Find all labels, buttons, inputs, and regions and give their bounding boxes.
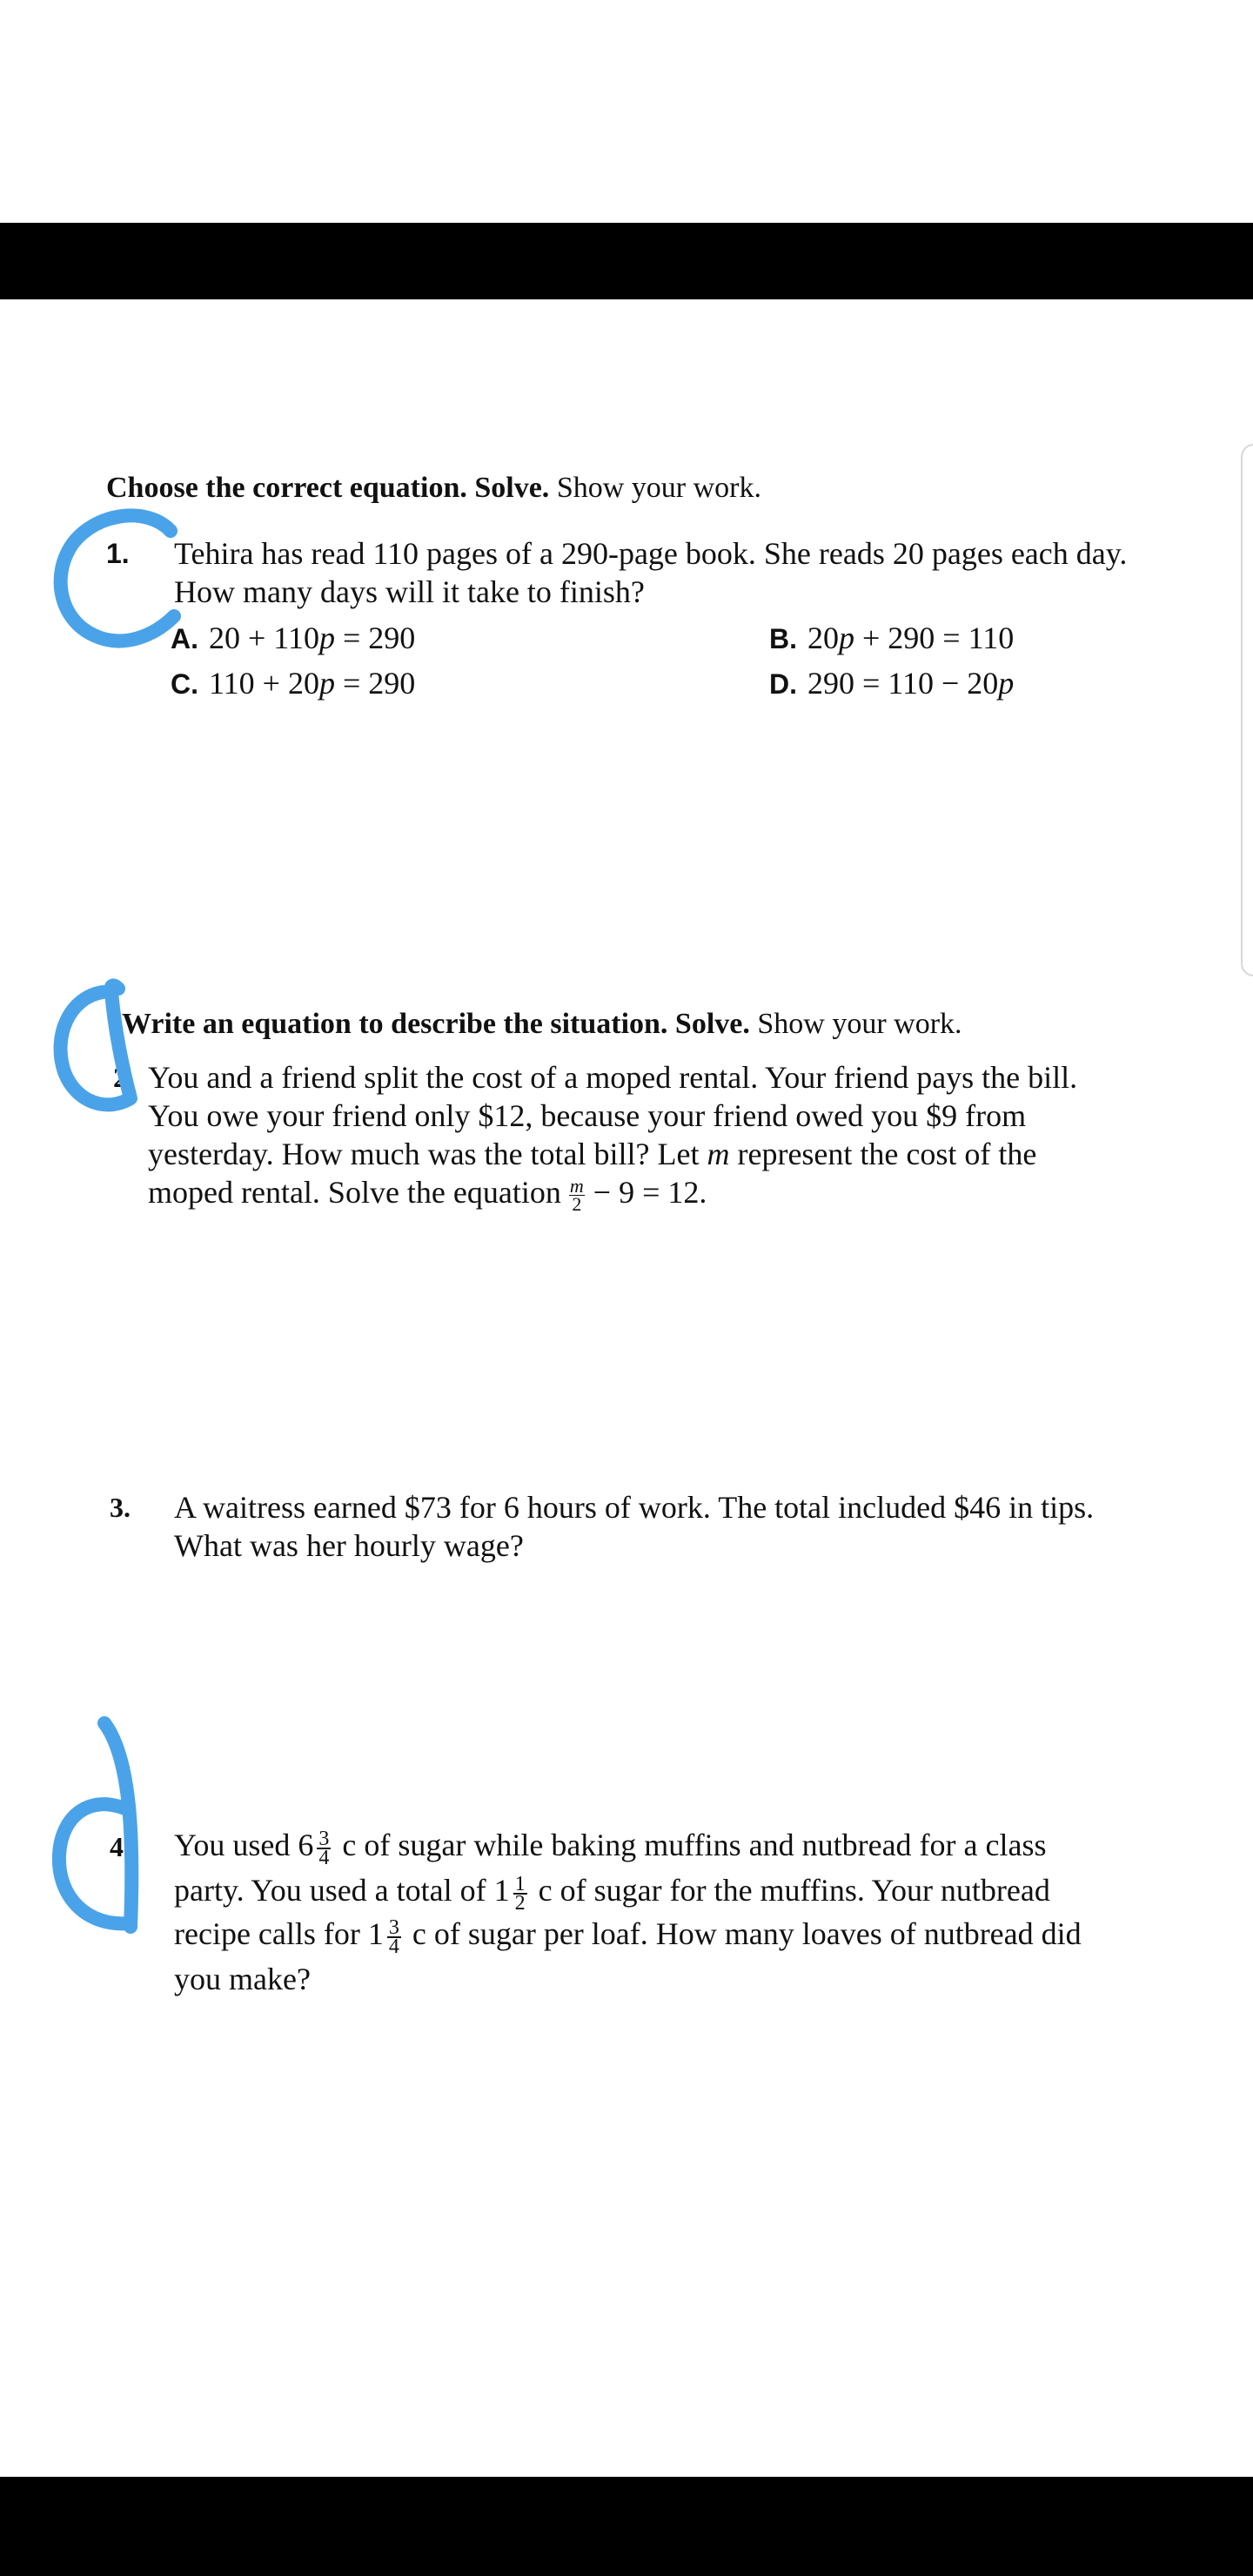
q2-line4: moped rental. Solve the equation $\frac{m}{2}$ − 9 = 12. [148,1175,707,1216]
q1-option-a[interactable]: A. 20 + 110p = 290 [171,621,416,655]
option-letter: D. [769,668,797,700]
option-letter: A. [171,623,198,654]
ink-letter-c [61,515,174,641]
q1-option-b[interactable]: B. 20p + 290 = 110 [769,621,1015,655]
bottom-black-bar [0,2477,1253,2576]
option-letter: B. [769,623,797,654]
q1-number: 1. [106,538,130,569]
side-scroll-panel[interactable] [1241,444,1253,976]
q3-line2: What was her hourly wage? [174,1528,524,1563]
q1-line2: How many days will it take to finish? [174,574,645,609]
q1-option-c[interactable]: C. 110 + 20p = 290 [171,666,416,701]
section1-heading-plain: Show your work. [556,472,761,504]
q4-line3: recipe calls for 1 $\frac{3}{4}$ c of sugar per loaf. How many loaves of nutbread did [174,1915,1082,1958]
q1-line1: Tehira has read 110 pages of a 290-page book. She reads 20 pages each day. [174,536,1128,571]
top-black-bar [0,223,1253,299]
option-letter: C. [171,668,198,700]
q3-number: 3. [110,1492,131,1523]
q2-line2: You owe your friend only $12, because your friend owed you $9 from [148,1098,1027,1133]
fraction-one-half: $\frac{1}{2}$ [514,1872,526,1915]
q2-line3: yesterday. How much was the total bill? Let m represent the cost of the [148,1137,1037,1171]
section1-heading [106,472,761,505]
q1-option-d[interactable]: D. 290 = 110 − 20p [769,666,1015,701]
section2-heading-plain: Show your work. [757,1008,962,1040]
var-m: m [707,1137,730,1171]
q2-number: 2. [113,1062,134,1093]
fraction-three-fourths: $\frac{3}{4}$ [388,1915,399,1958]
q4-number: 4. [110,1831,131,1862]
q3-line1: A waitress earned $73 for 6 hours of work. The total included $46 in tips. [174,1490,1095,1525]
q4-line2: party. You used a total of 1 $\frac{1}{2}$ c of sugar for the muffins. Your nutbread [174,1872,1050,1915]
fraction-three-fourths: $\frac{3}{4}$ [318,1827,330,1869]
section2-heading-bold: Write an equation to describe the situation. Solve. [122,1008,750,1040]
q2-line1: You and a friend split the cost of a moped rental. Your friend pays the bill. [148,1060,1078,1095]
equation-fraction: $\frac{m}{2}$ [569,1175,584,1216]
section2-heading [122,1008,962,1041]
q4-line1: You used 6 $\frac{3}{4}$ c of sugar while baking muffins and nutbread for a class [174,1827,1047,1869]
ink-letter-d-q4 [59,1723,131,1927]
section1-heading-bold: Choose the correct equation. Solve. [106,472,550,504]
q4-line4: you make? [174,1962,311,1996]
